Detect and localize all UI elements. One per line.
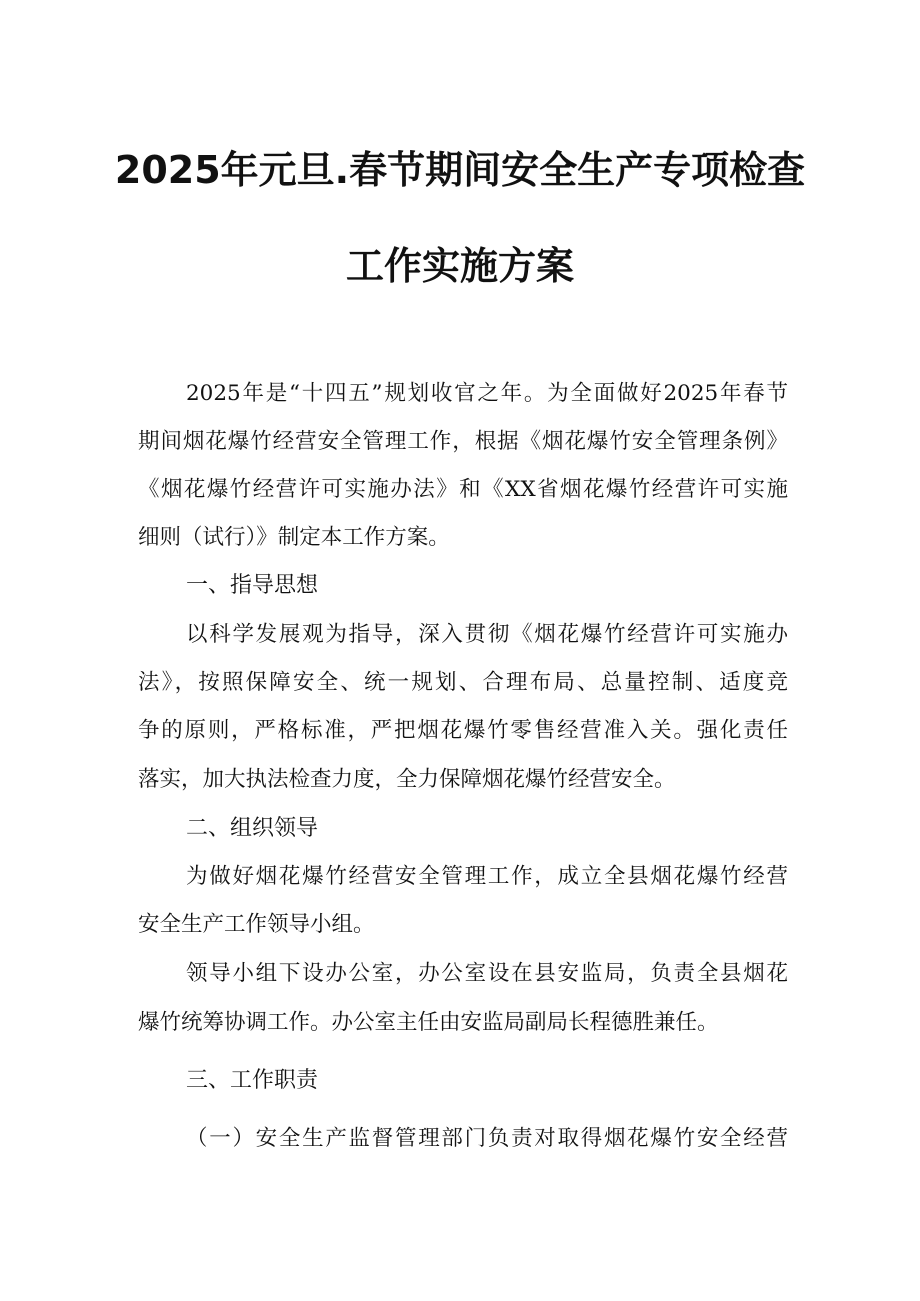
paragraph-line: 爆竹统筹协调工作。办公室主任由安监局副局长程德胜兼任。 (138, 1010, 719, 1035)
paragraph-line: 以科学发展观为指导，深入贯彻《烟花爆竹经营许可实施办 (186, 622, 788, 647)
paragraph-line: 安全生产工作领导小组。 (138, 912, 375, 937)
paragraph-line: 为做好烟花爆竹经营安全管理工作，成立全县烟花爆竹经营 (186, 864, 788, 889)
document-title-line-1: 2025年元旦.春节期间安全生产专项检查 (114, 148, 806, 192)
section-heading-organization: 二、组织领导 (186, 816, 319, 841)
paragraph-line: 法》，按照保障安全、统一规划、合理布局、总量控制、适度竞 (138, 670, 788, 695)
paragraph-line: 领导小组下设办公室，办公室设在县安监局，负责全县烟花 (186, 961, 788, 986)
section-heading-responsibilities: 三、工作职责 (186, 1068, 319, 1093)
paragraph-line: 2025年是“十四五”规划收官之年。为全面做好2025年春节 (186, 381, 788, 406)
paragraph-line: 争的原则，严格标准，严把烟花爆竹零售经营准入关。强化责任 (138, 718, 788, 743)
paragraph-line: 《烟花爆竹经营许可实施办法》和《XX省烟花爆竹经营许可实施 (138, 477, 788, 502)
paragraph-line: 细则（试行）》制定本工作方案。 (138, 525, 450, 550)
paragraph-line: 期间烟花爆竹经营安全管理工作，根据《烟花爆竹安全管理条例》 (138, 429, 788, 454)
paragraph-line: （一）安全生产监督管理部门负责对取得烟花爆竹安全经营 (186, 1126, 788, 1151)
paragraph-line: 落实，加大执法检查力度，全力保障烟花爆竹经营安全。 (138, 767, 676, 792)
document-title-line-2: 工作实施方案 (345, 244, 574, 288)
section-heading-guiding-ideology: 一、指导思想 (186, 573, 319, 598)
